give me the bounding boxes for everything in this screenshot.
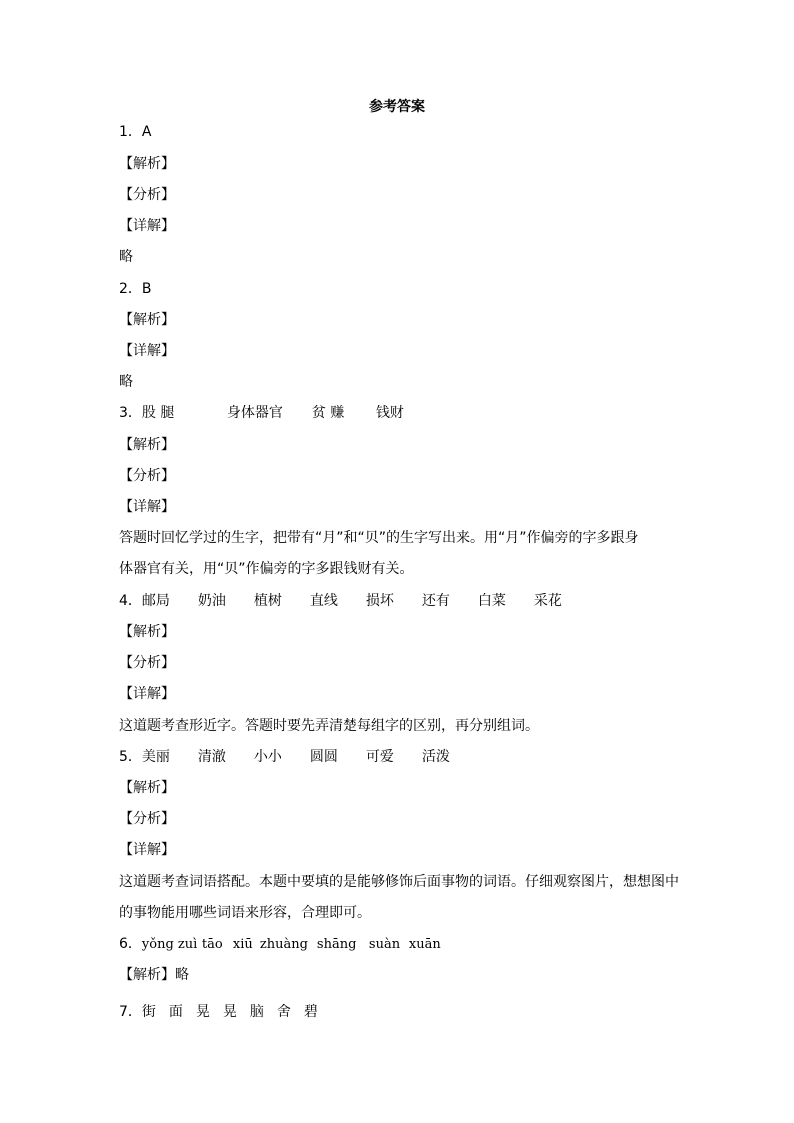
q5-xiangjie-label: 【详解】 (119, 842, 175, 858)
q6-pinyin: zhuàng (259, 937, 308, 952)
q7-char: 街 (141, 1004, 156, 1020)
q7-char: 面 (168, 1004, 183, 1020)
q3-number: 3． (119, 405, 142, 421)
q6-pinyin: zuì (177, 937, 198, 952)
q7-char: 晃 (195, 1004, 210, 1020)
q4-fenxi-label: 【分析】 (119, 655, 175, 671)
q2-answer: 2．B (119, 281, 152, 297)
q3-xiangjie-label: 【详解】 (119, 499, 175, 515)
q3-answer (119, 403, 689, 423)
q2-jiexi-label: 【解析】 (119, 312, 175, 328)
q5-detail-line2: 的事物能用哪些词语来形容，合理即可。 (119, 905, 371, 921)
q4-word: 白菜 (477, 593, 506, 609)
q3-detail-line1: 答题时回忆学过的生字，把带有“月”和“贝”的生字写出来。用“月”作偏旁的字多跟身 (119, 530, 639, 546)
q7-char: 脑 (249, 1004, 264, 1020)
q6-pinyin: tāo (201, 937, 223, 952)
q3-word: 股 腿 (141, 405, 175, 421)
q2-xiangjie-label: 【详解】 (119, 343, 175, 359)
q7-char: 晃 (222, 1004, 237, 1020)
q3-word: 身体器官 (226, 405, 283, 421)
q4-word: 邮局 (141, 593, 170, 609)
q7-answer (119, 1002, 689, 1022)
q4-answer (119, 591, 689, 611)
q5-word: 可爱 (365, 749, 394, 765)
q6-pinyin: yǒng (141, 937, 174, 952)
q4-word: 损坏 (365, 593, 394, 609)
q6-pinyin: xiū (232, 937, 253, 952)
q6-pinyin: xuān (408, 937, 441, 952)
q5-answer (119, 747, 689, 767)
q7-number: 7． (119, 1004, 142, 1020)
q3-jiexi-label: 【解析】 (119, 437, 175, 453)
q5-jiexi-label: 【解析】 (119, 780, 175, 796)
q4-jiexi-label: 【解析】 (119, 624, 175, 640)
q1-xiangjie-label: 【详解】 (119, 218, 175, 234)
q6-number: 6． (119, 936, 142, 952)
q7-char: 碧 (303, 1004, 318, 1020)
q5-word: 清澈 (197, 749, 226, 765)
q5-word: 圆圆 (309, 749, 338, 765)
q5-detail-line1: 这道题考查词语搭配。本题中要填的是能够修饰后面事物的词语。仔细观察图片，想想图中 (119, 874, 679, 890)
q1-detail: 略 (119, 249, 133, 265)
q3-word: 钱财 (375, 405, 404, 421)
q5-fenxi-label: 【分析】 (119, 811, 175, 827)
q5-number: 5． (119, 749, 142, 765)
q5-word: 美丽 (141, 749, 170, 765)
q4-word: 奶油 (197, 593, 226, 609)
q3-fenxi-label: 【分析】 (119, 468, 175, 484)
q1-fenxi-label: 【分析】 (119, 187, 175, 203)
q4-word: 采花 (533, 593, 562, 609)
q6-jiexi: 【解析】略 (119, 967, 189, 983)
q4-xiangjie-label: 【详解】 (119, 686, 175, 702)
q3-detail-line2: 体器官有关，用“贝”作偏旁的字多跟钱财有关。 (119, 561, 414, 577)
q2-detail: 略 (119, 374, 133, 390)
q4-word: 直线 (309, 593, 338, 609)
q1-jiexi-label: 【解析】 (119, 156, 175, 172)
q6-pinyin: shāng (316, 937, 357, 952)
q5-word: 小小 (253, 749, 282, 765)
q3-word: 贫 赚 (311, 405, 345, 421)
q1-answer: 1．A (119, 124, 152, 140)
q5-word: 活泼 (421, 749, 450, 765)
q6-answer (119, 934, 689, 955)
q4-word: 植树 (253, 593, 282, 609)
q6-pinyin: suàn (368, 937, 401, 952)
q4-number: 4． (119, 593, 142, 609)
q4-detail: 这道题考查形近字。答题时要先弄清楚每组字的区别，再分别组词。 (119, 718, 539, 734)
q4-word: 还有 (421, 593, 450, 609)
page-title: 参考答案 (369, 99, 425, 115)
q7-char: 舍 (276, 1004, 291, 1020)
